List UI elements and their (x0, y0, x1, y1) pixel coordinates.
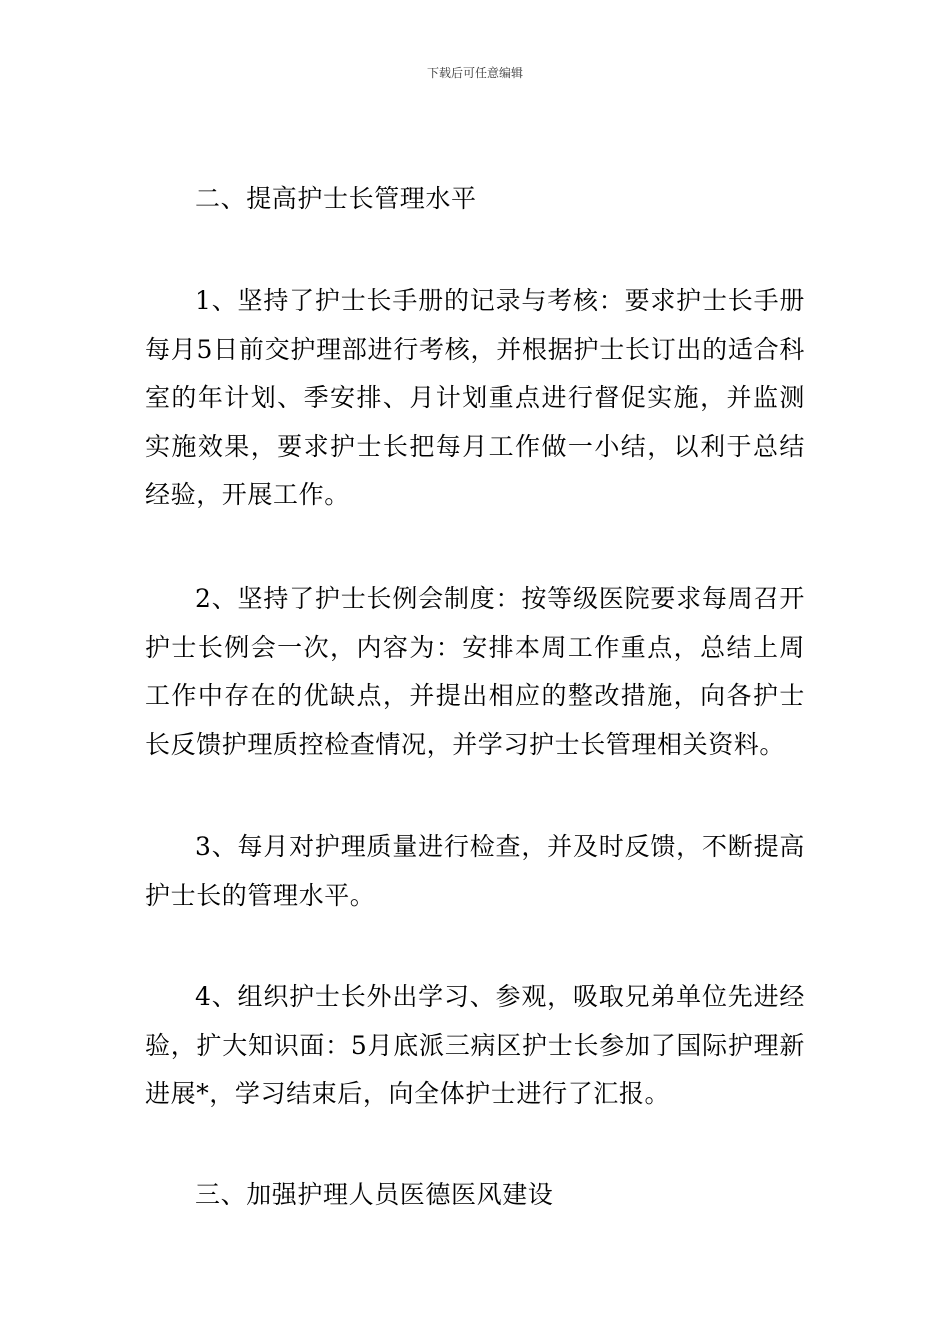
section-heading-2: 二、提高护士长管理水平 (195, 184, 477, 213)
paragraph-1: 1、坚持了护士长手册的记录与考核：要求护士长手册每月5日前交护理部进行考核，并根据护士长订出的适合科室的年计划、季安排、月计划重点进行督促实施，并监测实施效果，要求护士长把每月工作做一小结，以利于总结经验，开展工作。 (145, 286, 805, 509)
paragraph-3: 3、每月对护理质量进行检查，并及时反馈，不断提高护士长的管理水平。 (145, 832, 805, 910)
paragraph-4: 4、组织护士长外出学习、参观，吸取兄弟单位先进经验，扩大知识面：5月底派三病区护士长参加了国际护理新进展*，学习结束后，向全体护士进行了汇报。 (145, 982, 805, 1108)
page-header-note: 下载后可任意编辑 (426, 66, 523, 80)
paragraph-2: 2、坚持了护士长例会制度：按等级医院要求每周召开护士长例会一次，内容为：安排本周工作重点，总结上周工作中存在的优缺点，并提出相应的整改措施，向各护士长反馈护理质控检查情况，并学习护士长管理相关资料。 (145, 584, 805, 759)
section-heading-3: 三、加强护理人员医德医风建设 (195, 1180, 554, 1209)
